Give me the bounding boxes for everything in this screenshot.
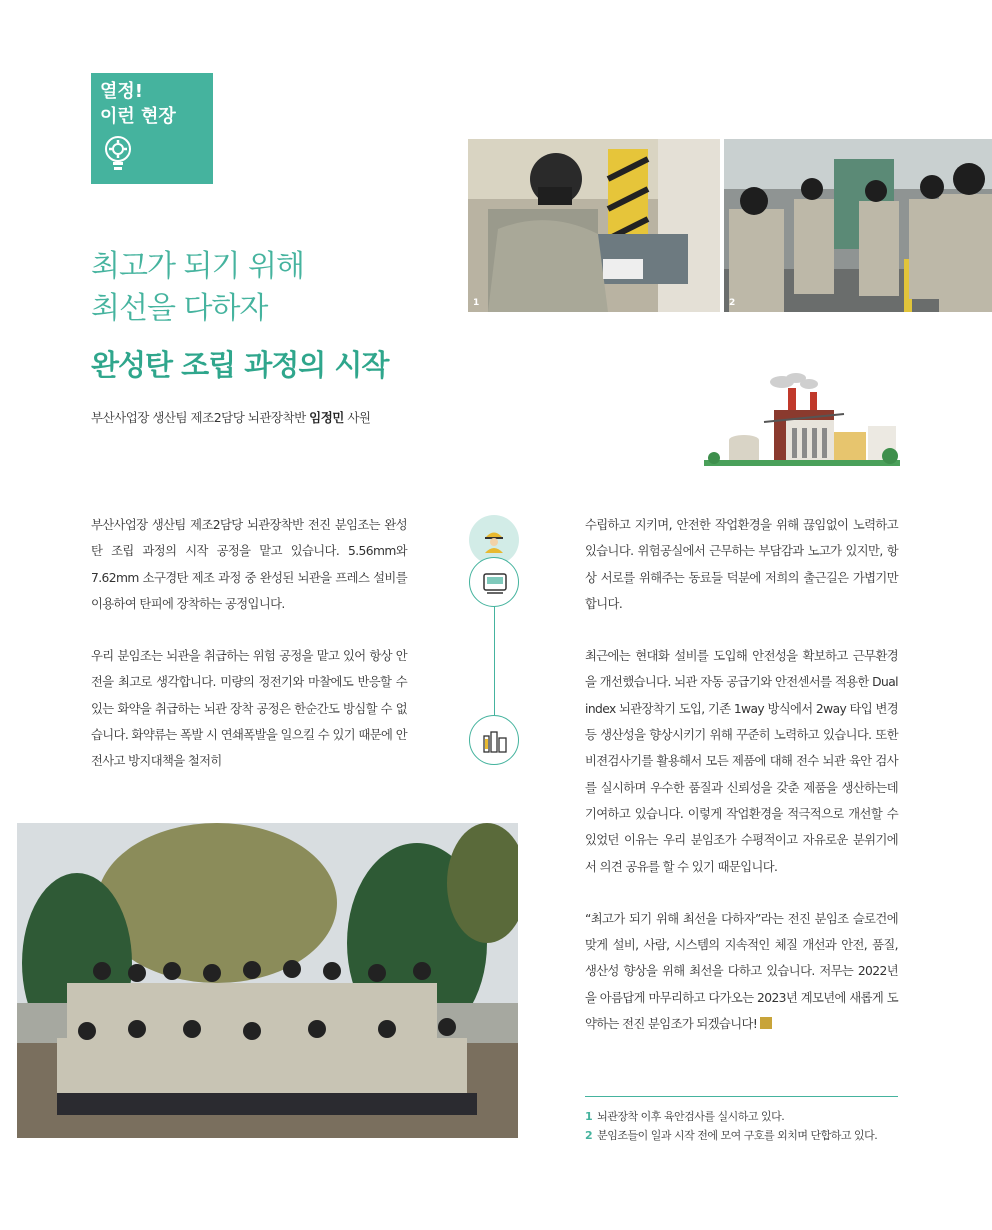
lightbulb-gear-icon [100,133,136,177]
body-paragraph: 부산사업장 생산팀 제조2담당 뇌관장착반 전진 분임조는 완성탄 조립 과정의 시작 공정을 맡고 있습니다. 5.56mm와 7.62mm 소구경탄 제조 과정 중 완성된 뇌관을 프레스 설비를 이용하여 탄피에 장착하는 공정입니다. [91,518,407,611]
factory-building-icon [469,715,519,765]
article-subtitle [91,246,304,330]
article-title: 완성탄 조립 과정의 시작 [91,348,389,382]
byline-suffix: 사원 [343,410,371,425]
caption-text: 분임조들이 일과 시작 전에 모여 구호를 외치며 단합하고 있다. [597,1129,878,1142]
body-paragraph: 최근에는 현대화 설비를 도입해 안전성을 확보하고 근무환경을 개선했습니다. 뇌관 자동 공급기와 안전센서를 적용한 Dual index 뇌관장착기 도입, 기존 1way 방식에서 2way 타입 변경 등 생산성을 향상시키기 위해 꾸준히 노력하고 있습니다. 또한 비젼검사기를 활용해서 모든 제품에 대해 전수 뇌관 육안 검사를 실시하며 우수한 품질과 신뢰성을 갖춘 제품을 생산하는데 기여하고 있습니다. 이렇게 작업환경을 적극적으로 개선할 수 있었던 이유는 우리 분임조가 수평적이고 자유로운 분위기에서 의견 공유를 할 수 있기 때문입니다. [585,649,898,874]
section-badge [91,73,213,184]
body-paragraph-last [585,906,898,1037]
caption-divider [585,1096,898,1097]
subtitle-line1: 최고가 되기 위해 [91,249,304,284]
subtitle-line2: 최선을 다하자 [91,291,268,326]
photo-worker-inspection [468,139,720,312]
badge-line2: 이런 현장 [100,106,176,127]
byline-prefix: 부산사업장 생산팀 제조2담당 뇌관장착반 [91,410,310,425]
body-paragraph: 우리 분임조는 뇌관을 취급하는 위험 공정을 맡고 있어 항상 안전을 최고로 생각합니다. 미량의 정전기와 마찰에도 반응할 수 있는 화약을 취급하는 뇌관 장착 공정은 한순간도 방심할 수 없습니다. 화약류는 폭발 시 연쇄폭발을 일으킬 수 있기 때문에 안전사고 방지대책을 철저히 [91,649,407,769]
photo-team-group [17,823,518,1138]
photo-2-number: 2 [729,298,736,308]
badge-line1: 열정! [100,81,143,102]
body-paragraph: 수립하고 지키며, 안전한 작업환경을 위해 끊임없이 노력하고 있습니다. 위험공실에서 근무하는 부담감과 노고가 있지만, 항상 서로를 위해주는 동료들 덕분에 저희의 출근길은 가볍기만 합니다. [585,518,898,611]
photo-1-number: 1 [473,298,480,308]
caption-text: 뇌관장착 이후 육안검사를 실시하고 있다. [597,1110,785,1123]
byline [91,408,370,426]
byline-name: 임정민 [309,410,344,425]
body-paragraph-text: “최고가 되기 위해 최선을 다하자”라는 전진 분임조 슬로건에 맞게 설비, 사람, 시스템의 지속적인 체질 개선과 안전, 품질, 생산성 향상을 위해 최선을 다하고 있습니다. 저무는 2022년을 아름답게 마무리하고 다가오는 2023년 계모년에 새롭게 도약하는 전진 분임조가 되겠습니다! [585,911,898,1032]
photo-team-gathering [724,139,992,312]
caption-item [585,1107,877,1126]
monitor-icon [469,557,519,607]
factory-illustration [704,372,900,472]
body-right-column [585,512,898,1063]
caption-number: 1 [585,1110,593,1123]
caption-item [585,1126,877,1145]
photo-captions [585,1107,877,1145]
caption-number: 2 [585,1129,593,1142]
end-mark [760,1017,772,1029]
body-left-column [91,512,407,801]
